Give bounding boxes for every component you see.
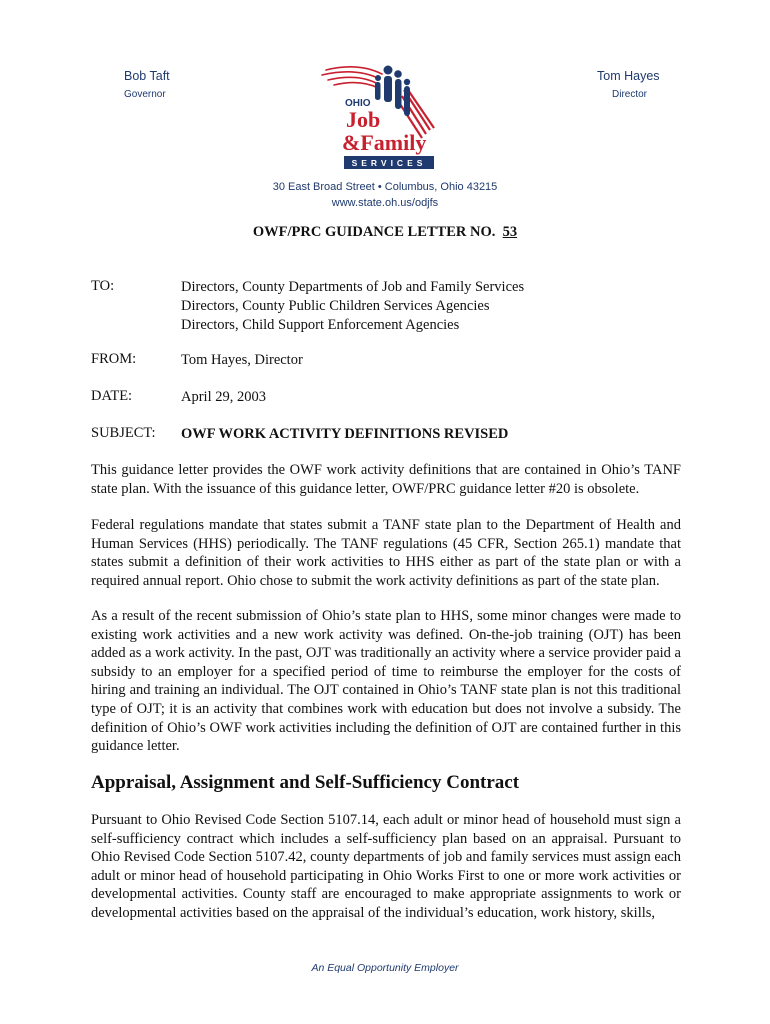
governor-title: Governor [124,89,166,100]
letter-number: 53 [502,224,518,240]
to-label: TO: [91,278,115,294]
from-label: FROM: [91,351,137,367]
governor-name: Bob Taft [124,69,170,83]
subject-value: OWF WORK ACTIVITY DEFINITIONS REVISED [181,426,509,442]
from-value: Tom Hayes, Director [181,352,303,368]
logo-ohio: OHIO [345,98,371,109]
to-line: Directors, Child Support Enforcement Agencies [181,316,460,333]
footer-tagline: An Equal Opportunity Employer [311,962,459,974]
office-address: 30 East Broad Street • Columbus, Ohio 43215 [272,181,498,193]
subject-label: SUBJECT: [91,425,156,441]
director-title: Director [612,89,648,100]
paragraph-intro: This guidance letter provides the OWF work activity definitions that are contained in Ohio’s TANF state plan. With the issuance of this guidance letter, OWF/PRC guidance letter #20 is obsolete. [91,462,681,497]
letter-title [0,224,770,241]
logo-job: Job [346,107,381,132]
to-line: Directors, County Public Children Services Agencies [181,297,490,314]
odjfs-logo [318,60,436,172]
to-recipients [181,278,524,334]
date-label: DATE: [91,388,133,404]
paragraph-federal-regulations: Federal regulations mandate that states submit a TANF state plan to the Department of Health and Human Services (HHS) periodically. The TANF regulations (45 CFR, Section 265.1) mandate that states submit a definition of their work activities to HHS either as part of the state plan or with a required annual report. Ohio chose to submit the work activity definitions as part of the state plan. [91,517,681,589]
paragraph-ojt: As a result of the recent submission of Ohio’s state plan to HHS, some minor changes were made to existing work activities and a new work activity was defined. On-the-job training (OJT) has been added as a work activity. In the past, OJT was traditionally an activity where a service provider paid a subsidy to an employer for a specified period of time to reimburse the employer for the costs of hiring and training an individual. The OJT contained in Ohio’s TANF state plan is not this traditional type of OJT; it is an activity that combines work with education but does not involve a subsidy. The definition of Ohio’s OWF work activities including the definition of OJT are contained further in this guidance letter. [91,608,681,755]
website: www.state.oh.us/odjfs [331,197,439,209]
date-value: April 29, 2003 [181,389,266,405]
director-name: Tom Hayes [597,69,660,83]
section-heading: Appraisal, Assignment and Self-Sufficiency Contract [91,772,520,793]
to-line: Directors, County Departments of Job and Family Services [181,279,525,295]
logo-services: SERVICES [351,158,427,168]
letter-title-prefix: OWF/PRC GUIDANCE LETTER NO. [252,224,496,240]
logo-family: &Family [342,130,427,155]
paragraph-appraisal: Pursuant to Ohio Revised Code Section 5107.14, each adult or minor head of household must sign a self-sufficiency contract which includes a self-sufficiency plan based on an appraisal. Pursuant to Ohio Revised Code Section 5107.42, county departments of job and family services must assign each adult or minor head of household participating in Ohio Works First to one or more work activities or developmental activities. County staff are encouraged to make appropriate assignments to work or developmental activities based on the appraisal of the individual’s education, work history, skills, [91,812,681,921]
